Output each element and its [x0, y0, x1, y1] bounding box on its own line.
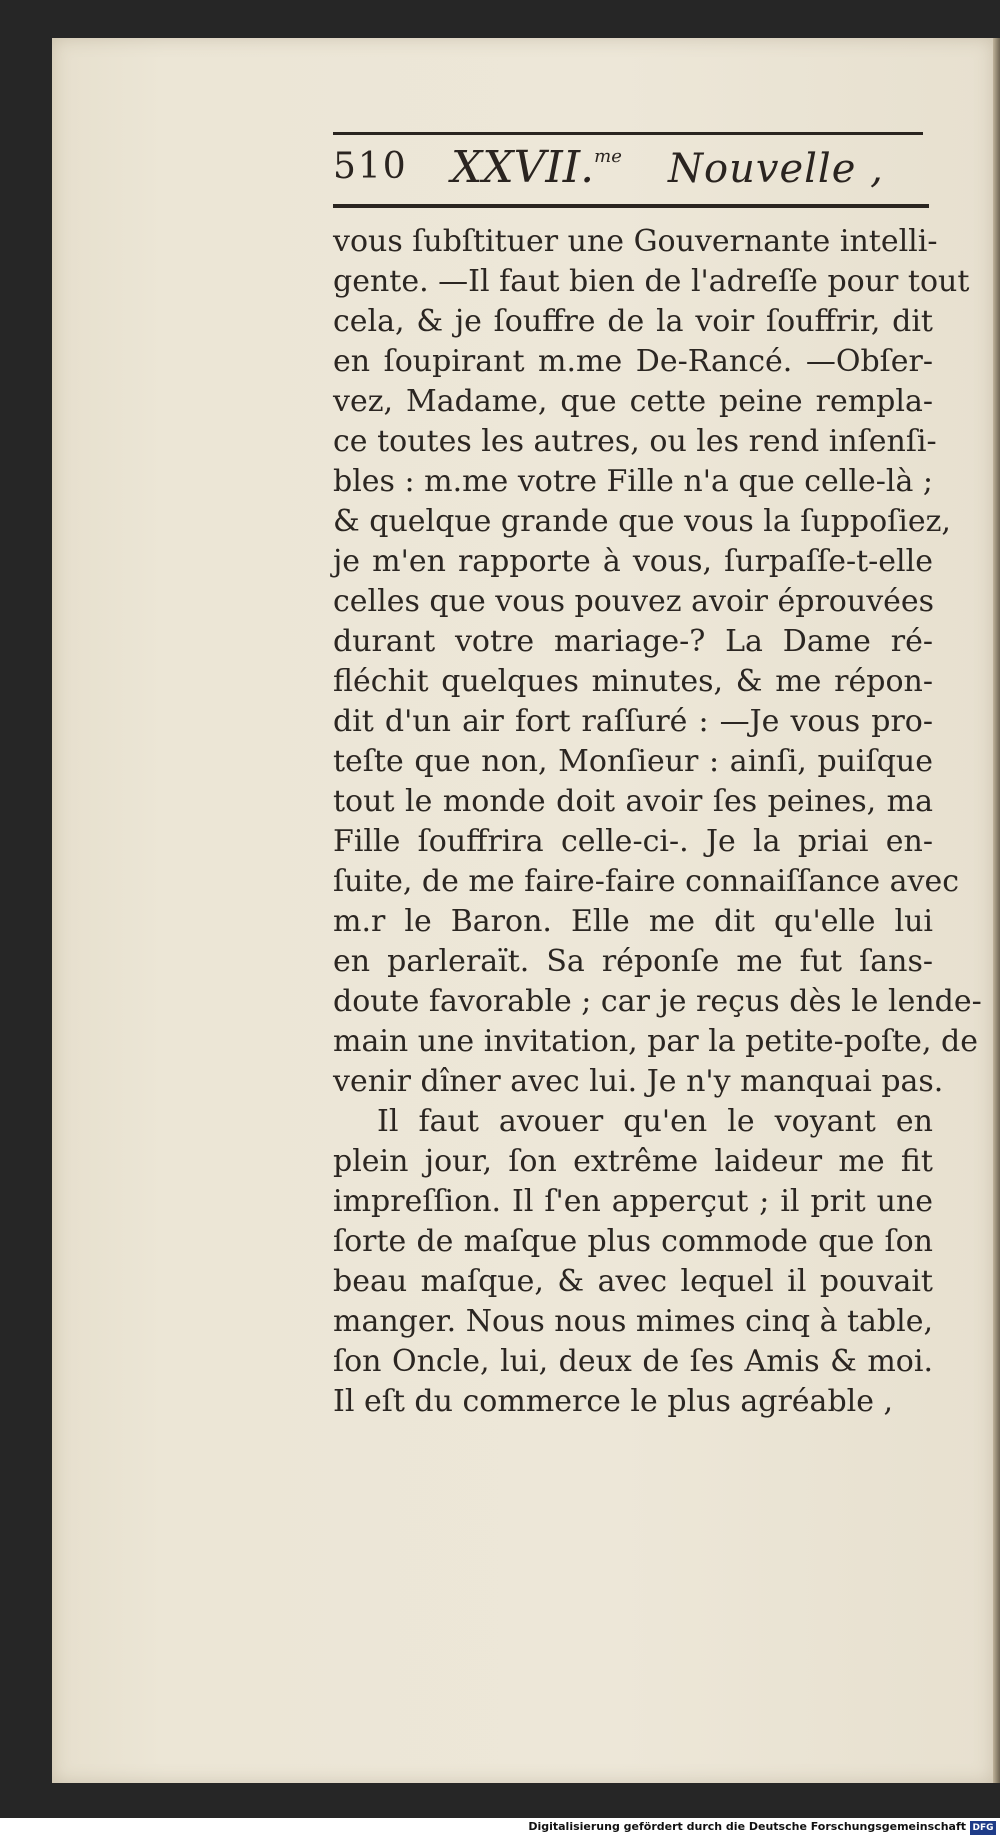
- text-line: ſorte de maſque plus commode que ſon: [333, 1224, 933, 1259]
- digitization-credit-bar: [0, 1818, 1000, 1839]
- text-line: celles que vous pouvez avoir éprouvées: [333, 584, 935, 619]
- text-line: ſon Oncle, lui, deux de ſes Amis & moi.: [333, 1344, 933, 1379]
- top-rule: [333, 132, 923, 135]
- text-line: vez, Madame, que cette peine rempla-: [333, 384, 933, 419]
- text-line: ſuite, de me faire-faire connaiſſance avec: [333, 864, 960, 899]
- text-line: cela, & je ſouffre de la voir ſouffrir, dit: [333, 304, 933, 339]
- text-line: dit d'un air fort raſſuré : —Je vous pro-: [333, 704, 933, 739]
- body-text: [333, 222, 982, 1422]
- story-numeral: XXVII.$^{me}$: [451, 142, 622, 193]
- running-title: Nouvelle ,: [668, 146, 884, 192]
- text-line: en parleraït. Sa réponſe me fut ſans-: [333, 944, 933, 979]
- text-line: Il faut avouer qu'en le voyant en: [377, 1104, 933, 1139]
- text-line: en ſoupirant m.me De-Rancé. —Obſer-: [333, 344, 933, 379]
- text-line: beau maſque, & avec lequel il pouvait: [333, 1264, 933, 1299]
- text-line: bles : m.me votre Fille n'a que celle-là ;: [333, 464, 933, 499]
- page-edge: [993, 38, 1000, 1783]
- text-line: gente. —Il faut bien de l'adreſſe pour tout: [333, 264, 970, 299]
- text-line: je m'en rapporte à vous, ſurpaſſe-t-elle: [333, 544, 933, 579]
- head-rule: [333, 204, 929, 208]
- running-head: [333, 142, 923, 198]
- numeral-suffix: me: [594, 146, 622, 167]
- text-line: m.r le Baron. Elle me dit qu'elle lui: [333, 904, 933, 939]
- text-line: fléchit quelques minutes, & me répon-: [333, 664, 933, 699]
- text-line: doute favorable ; car je reçus dès le lende-: [333, 984, 982, 1019]
- text-line: ce toutes les autres, ou les rend inſenſi-: [333, 424, 937, 459]
- text-line: impreſſion. Il ſ'en apperçut ; il prit une: [333, 1184, 933, 1219]
- text-line: plein jour, ſon extrême laideur me fit: [333, 1144, 933, 1179]
- text-line: Il eſt du commerce le plus agréable ,: [333, 1384, 894, 1419]
- dfg-logo: DFG: [970, 1821, 996, 1835]
- text-line: & quelque grande que vous la ſuppoſiez,: [333, 504, 951, 539]
- text-line: manger. Nous nous mimes cinq à table,: [333, 1304, 934, 1339]
- text-line: Fille ſouffrira celle-ci-. Je la priai en-: [333, 824, 933, 859]
- text-line: teſte que non, Monſieur : ainſi, puiſque: [333, 744, 933, 779]
- text-line: venir dîner avec lui. Je n'y manquai pas.: [333, 1064, 944, 1099]
- page-number: 510: [333, 146, 408, 187]
- digitization-credit: Digitalisierung gefördert durch die Deutsche Forschungsgemeinschaft: [528, 1820, 966, 1833]
- text-line: tout le monde doit avoir ſes peines, ma: [333, 784, 933, 819]
- text-line: durant votre mariage-? La Dame ré-: [333, 624, 933, 659]
- text-line: main une invitation, par la petite-poſte, de: [333, 1024, 978, 1059]
- text-line: vous ſubſtituer une Gouvernante intelli-: [333, 224, 938, 259]
